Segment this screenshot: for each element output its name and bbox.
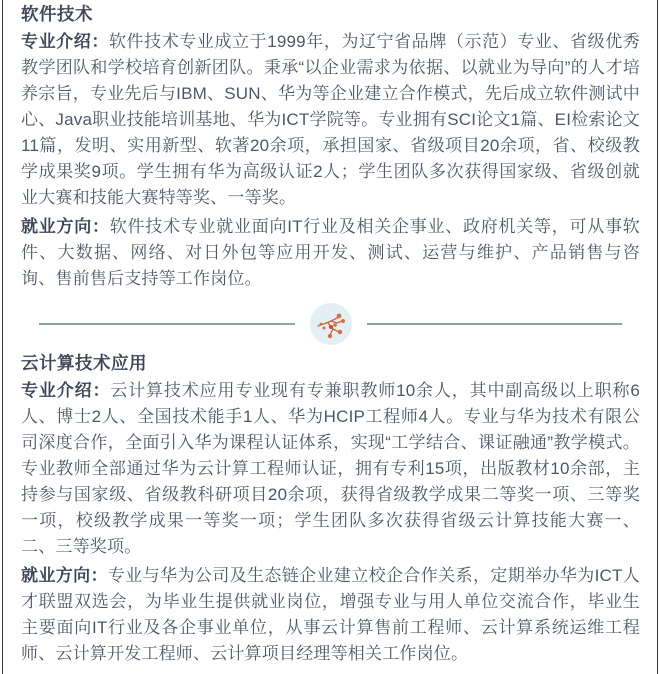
section-cloud-computing	[21, 352, 640, 667]
article-container	[2, 0, 658, 674]
intro-paragraph	[21, 378, 640, 560]
career-paragraph	[21, 214, 640, 292]
section-title: 软件技术	[21, 4, 93, 24]
intro-label: 专业介绍：	[21, 32, 109, 51]
intro-text: 云计算技术应用专业现有专兼职教师10余人，其中副高级以上职称6人、博士2人、全国技术能手1人、华为HCIP工程师4人。专业与华为技术有限公司深度合作，全面引入华为课程认证体系，实现“工学结合、课证融通”教学模式。专业教师全部通过华为云计算工程师认证，拥有专利15项，出版教材10余部，主持参与国家级、省级教科研项目20余项，获得省级教学成果二等奖一项、三等奖一项，校级教学成果一等奖一项；学生团队多次获得省级云计算技能大赛一、二、三等奖项。	[21, 381, 641, 556]
section-title: 云计算技术应用	[21, 353, 147, 373]
career-label: 就业方向：	[21, 566, 108, 585]
intro-text: 软件技术专业成立于1999年，为辽宁省品牌（示范）专业、省级优秀教学团队和学校培育创新团队。秉承“以企业需求为依据、以就业为导向”的人才培养宗旨，专业先后与IBM、SUN、华为等企业建立合作模式，先后成立软件测试中心、Java职业技能培训基地、华为ICT学院等。专业拥有SCI论文1篇、EI检索论文11篇，发明、实用新型、软著20余项，承担国家、省级项目20余项，省、校级教学成果奖9项。学生拥有华为高级认证2人；学生团队多次获得国家级、省级创就业大赛和技能大赛特等奖、一等奖。	[21, 32, 640, 207]
intro-label: 专业介绍：	[21, 381, 111, 400]
section-divider	[21, 302, 640, 346]
career-label: 就业方向：	[21, 217, 110, 236]
career-text: 专业与华为公司及生态链企业建立校企合作关系，定期举办华为ICT人才联盟双选会，为毕业生提供就业岗位，增强专业与用人单位交流合作，毕业生主要面向IT行业及各企事业单位，从事云计算售前工程师、云计算系统运维工程师、云计算开发工程师、云计算项目经理等相关工作岗位。	[21, 566, 640, 663]
divider-line-right	[367, 323, 623, 325]
section-software-technology	[21, 3, 640, 292]
career-paragraph	[21, 563, 640, 667]
divider-line-left	[39, 323, 295, 325]
career-text: 软件技术专业就业面向IT行业及相关企事业、政府机关等，可从事软件、大数据、网络、对日外包等应用开发、测试、运营与维护、产品销售与咨询、售前售后支持等工作岗位。	[21, 217, 640, 288]
plum-branch-icon	[309, 302, 353, 346]
intro-paragraph	[21, 29, 640, 211]
